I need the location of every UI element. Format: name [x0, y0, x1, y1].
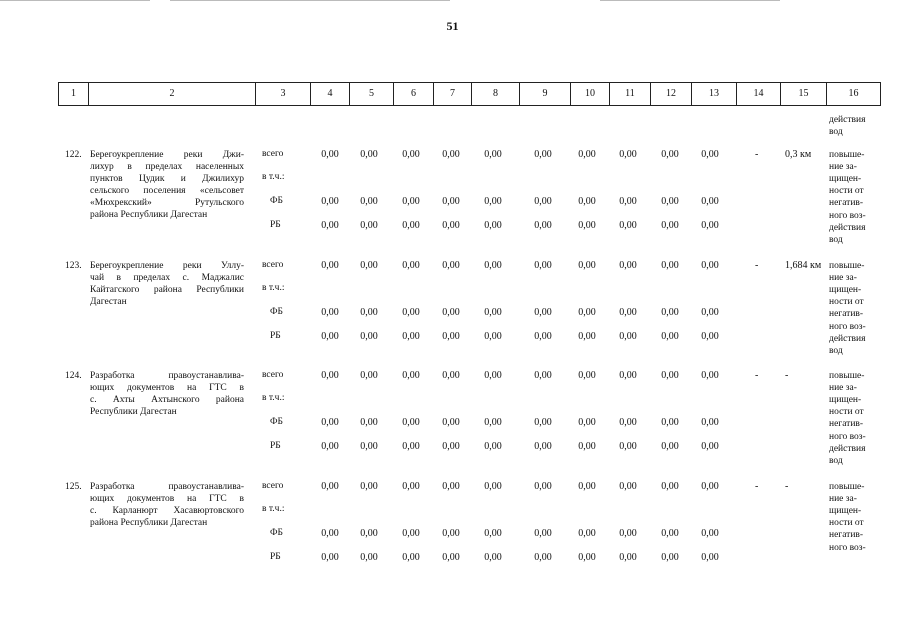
value-cell: 0,00: [578, 441, 596, 452]
value-cell: 0,00: [402, 441, 420, 452]
value-cell: 0,00: [442, 417, 460, 428]
scan-edge: [0, 0, 150, 1]
funding-label: РБ: [270, 331, 281, 341]
value-cell: 0,00: [661, 307, 679, 318]
value-cell: 0,00: [661, 441, 679, 452]
result-continuation-line: вод: [829, 127, 843, 137]
funding-label: в т.ч.:: [262, 283, 285, 293]
value-cell: 0,00: [701, 481, 719, 492]
funding-label: всего: [262, 260, 284, 270]
value-cell: 0,00: [661, 149, 679, 160]
value-cell: 0,00: [321, 528, 339, 539]
value-cell: 0,00: [619, 552, 637, 563]
value-cell: 0,00: [360, 260, 378, 271]
result-line: ного воз-: [829, 542, 866, 553]
value-cell: 0,00: [442, 528, 460, 539]
header-col-3: 3: [256, 83, 311, 105]
value-cell: 0,00: [578, 196, 596, 207]
result-line: щищен-: [829, 506, 862, 517]
value-cell: 0,00: [619, 307, 637, 318]
description-line: Кайтагского района Республики: [90, 285, 244, 295]
header-col-5: 5: [350, 83, 394, 105]
value-cell: 0,00: [534, 331, 552, 342]
value-cell: 0,00: [484, 331, 502, 342]
result-line: щищен-: [829, 174, 862, 185]
value-cell: 0,00: [619, 260, 637, 271]
value-cell: 0,00: [321, 331, 339, 342]
value-cell: 0,00: [701, 220, 719, 231]
value-cell: 0,00: [402, 260, 420, 271]
value-cell: 0,00: [484, 260, 502, 271]
value-cell: 0,00: [402, 370, 420, 381]
value-cell: 0,00: [321, 196, 339, 207]
value-cell: 0,00: [578, 481, 596, 492]
row-number: 123.: [65, 261, 82, 271]
value-cell: 0,00: [321, 260, 339, 271]
description-line: сельского поселения «сельсовет: [90, 186, 244, 196]
value-cell: 0,00: [534, 370, 552, 381]
result-line: действия: [829, 333, 866, 344]
value-cell: 0,00: [534, 149, 552, 160]
value-cell: 0,00: [619, 370, 637, 381]
value-cell: 0,00: [402, 417, 420, 428]
result-line: ние за-: [829, 383, 857, 394]
funding-label: РБ: [270, 220, 281, 230]
value-cell: 0,00: [701, 331, 719, 342]
description-line: Разработка правоустанавлива-: [90, 371, 244, 381]
result-line: негатив-: [829, 309, 864, 320]
value-cell: 0,00: [578, 260, 596, 271]
value-cell: 0,00: [534, 441, 552, 452]
result-line: ного воз-: [829, 321, 866, 332]
value-cell: 0,00: [402, 220, 420, 231]
value-cell: 0,00: [578, 307, 596, 318]
header-col-6: 6: [394, 83, 434, 105]
result-line: повыше-: [829, 482, 865, 492]
result-line: ного воз-: [829, 431, 866, 442]
value-cell: 0,00: [321, 149, 339, 160]
row-number: 125.: [65, 482, 82, 492]
header-col-7: 7: [434, 83, 472, 105]
value-cell: 0,00: [619, 441, 637, 452]
description-line: с. Карланюрт Хасавюртовского: [90, 506, 244, 516]
value-cell: 0,00: [534, 552, 552, 563]
value-cell: 0,00: [619, 417, 637, 428]
value-cell: 0,00: [484, 417, 502, 428]
description-line: Республики Дагестан: [90, 407, 177, 417]
row-number: 122.: [65, 150, 82, 160]
value-cell: 0,00: [442, 552, 460, 563]
value-cell: 0,00: [402, 552, 420, 563]
value-cell: 0,00: [578, 331, 596, 342]
row-description: [90, 481, 244, 529]
value-cell: 0,00: [701, 149, 719, 160]
value-cell: 0,00: [701, 196, 719, 207]
result-line: действия: [829, 222, 866, 233]
funding-label: ФБ: [270, 196, 283, 206]
value-cell: 0,00: [360, 481, 378, 492]
value-cell: 0,00: [360, 552, 378, 563]
value-cell: 0,00: [534, 417, 552, 428]
value-cell: 0,00: [442, 307, 460, 318]
value-cell: 0,00: [701, 528, 719, 539]
value-cell: 0,00: [534, 196, 552, 207]
result-line: ности от: [829, 407, 864, 418]
header-col-11: 11: [610, 83, 651, 105]
description-line: Дагестан: [90, 297, 127, 307]
result-line: негатив-: [829, 419, 864, 430]
value-cell: 0,00: [661, 528, 679, 539]
description-line: Берегоукрепление реки Джи-: [90, 150, 244, 160]
value-cell: 0,00: [619, 149, 637, 160]
header-col-15: 15: [781, 83, 827, 105]
funding-label: ФБ: [270, 307, 283, 317]
description-line: лихур в пределах населенных: [90, 162, 244, 172]
value-cell: 0,00: [402, 528, 420, 539]
row-description: [90, 370, 244, 418]
value-cell: 0,00: [534, 528, 552, 539]
funding-label: всего: [262, 370, 284, 380]
result-line: повыше-: [829, 371, 865, 381]
result-line: повыше-: [829, 150, 865, 160]
scan-edge: [170, 0, 450, 1]
description-line: района Республики Дагестан: [90, 518, 208, 528]
value-cell: 0,00: [701, 307, 719, 318]
page-number: 51: [446, 19, 459, 33]
value-cell: 0,00: [442, 260, 460, 271]
description-line: ющих документов на ГТС в: [90, 383, 244, 393]
value-cell: 0,00: [661, 481, 679, 492]
description-line: пунктов Цудик и Джилихур: [90, 174, 244, 184]
result-line: ности от: [829, 518, 864, 529]
funding-label: всего: [262, 481, 284, 491]
value-cell: 0,00: [619, 331, 637, 342]
value-cell: 0,00: [321, 220, 339, 231]
header-col-4: 4: [311, 83, 350, 105]
value-cell: 0,00: [360, 417, 378, 428]
funding-label: РБ: [270, 441, 281, 451]
result-line: ности от: [829, 186, 864, 197]
result-line: ности от: [829, 297, 864, 308]
value-cell: 0,00: [402, 149, 420, 160]
value-cell: 0,00: [484, 220, 502, 231]
value-cell: 0,00: [484, 528, 502, 539]
value-cell: 0,00: [360, 307, 378, 318]
value-cell: 0,00: [661, 552, 679, 563]
value-cell: 0,00: [701, 370, 719, 381]
col14-value: -: [755, 260, 759, 271]
value-cell: 0,00: [578, 552, 596, 563]
value-cell: 0,00: [442, 331, 460, 342]
value-cell: 0,00: [619, 481, 637, 492]
description-line: чай в пределах с. Маджалис: [90, 273, 244, 283]
description-line: с. Ахты Ахтынского района: [90, 395, 244, 405]
value-cell: 0,00: [661, 220, 679, 231]
value-cell: 0,00: [578, 417, 596, 428]
value-cell: 0,00: [661, 370, 679, 381]
col14-value: -: [755, 481, 759, 492]
value-cell: 0,00: [360, 528, 378, 539]
value-cell: 0,00: [619, 196, 637, 207]
header-col-2: 2: [89, 83, 256, 105]
value-cell: 0,00: [442, 481, 460, 492]
description-line: Берегоукрепление реки Уллу-: [90, 261, 244, 271]
value-cell: 0,00: [578, 149, 596, 160]
value-cell: 0,00: [484, 370, 502, 381]
value-cell: 0,00: [321, 307, 339, 318]
col14-value: -: [755, 149, 759, 160]
value-cell: 0,00: [321, 417, 339, 428]
header-col-9: 9: [520, 83, 571, 105]
value-cell: 0,00: [442, 220, 460, 231]
value-cell: 0,00: [701, 417, 719, 428]
description-line: Разработка правоустанавлива-: [90, 482, 244, 492]
result-line: ние за-: [829, 273, 857, 284]
value-cell: 0,00: [442, 370, 460, 381]
value-cell: 0,00: [402, 196, 420, 207]
value-cell: 0,00: [360, 220, 378, 231]
value-cell: 0,00: [360, 370, 378, 381]
value-cell: 0,00: [661, 331, 679, 342]
value-cell: 0,00: [321, 481, 339, 492]
value-cell: 0,00: [484, 441, 502, 452]
result-continuation-line: действия: [829, 115, 866, 125]
result-line: действия: [829, 443, 866, 454]
value-cell: 0,00: [661, 417, 679, 428]
funding-label: в т.ч.:: [262, 393, 285, 403]
row-description: [90, 149, 244, 221]
value-cell: 0,00: [534, 260, 552, 271]
value-cell: 0,00: [402, 481, 420, 492]
funding-label: в т.ч.:: [262, 504, 285, 514]
value-cell: 0,00: [321, 552, 339, 563]
value-cell: 0,00: [534, 220, 552, 231]
col14-value: -: [755, 370, 759, 381]
value-cell: 0,00: [701, 260, 719, 271]
value-cell: 0,00: [619, 528, 637, 539]
value-cell: 0,00: [402, 307, 420, 318]
value-cell: 0,00: [442, 441, 460, 452]
result-line: вод: [829, 234, 843, 245]
value-cell: 0,00: [701, 552, 719, 563]
description-line: «Мюхрекский» Рутульского: [90, 198, 244, 208]
value-cell: 0,00: [402, 331, 420, 342]
value-cell: 0,00: [321, 441, 339, 452]
value-cell: 0,00: [484, 552, 502, 563]
value-cell: 0,00: [484, 307, 502, 318]
result-line: вод: [829, 345, 843, 356]
value-cell: 0,00: [661, 260, 679, 271]
result-line: щищен-: [829, 285, 862, 296]
value-cell: 0,00: [661, 196, 679, 207]
table-header: [58, 82, 881, 106]
value-cell: 0,00: [484, 196, 502, 207]
value-cell: 0,00: [360, 331, 378, 342]
result-line: повыше-: [829, 261, 865, 271]
header-col-12: 12: [651, 83, 692, 105]
row-description: [90, 260, 244, 308]
col15-value: 1,684 км: [785, 260, 822, 271]
header-col-16: 16: [827, 83, 881, 105]
row-number: 124.: [65, 371, 82, 381]
scan-edge: [600, 0, 780, 1]
result-line: ние за-: [829, 162, 857, 173]
value-cell: 0,00: [578, 220, 596, 231]
value-cell: 0,00: [360, 441, 378, 452]
col15-value: -: [785, 370, 789, 381]
value-cell: 0,00: [360, 149, 378, 160]
header-col-14: 14: [737, 83, 781, 105]
result-line: ние за-: [829, 494, 857, 505]
value-cell: 0,00: [578, 528, 596, 539]
value-cell: 0,00: [534, 307, 552, 318]
funding-label: РБ: [270, 552, 281, 562]
result-line: вод: [829, 455, 843, 466]
header-col-13: 13: [692, 83, 737, 105]
funding-label: ФБ: [270, 417, 283, 427]
col15-value: 0,3 км: [785, 149, 812, 160]
funding-label: в т.ч.:: [262, 172, 285, 182]
funding-label: всего: [262, 149, 284, 159]
value-cell: 0,00: [360, 196, 378, 207]
description-line: района Республики Дагестан: [90, 210, 208, 220]
value-cell: 0,00: [484, 149, 502, 160]
value-cell: 0,00: [619, 220, 637, 231]
result-line: ного воз-: [829, 210, 866, 221]
value-cell: 0,00: [484, 481, 502, 492]
description-line: ющих документов на ГТС в: [90, 494, 244, 504]
value-cell: 0,00: [321, 370, 339, 381]
result-line: негатив-: [829, 530, 864, 541]
value-cell: 0,00: [701, 441, 719, 452]
value-cell: 0,00: [578, 370, 596, 381]
header-col-10: 10: [571, 83, 610, 105]
value-cell: 0,00: [534, 481, 552, 492]
funding-label: ФБ: [270, 528, 283, 538]
header-col-1: 1: [59, 83, 89, 105]
result-line: негатив-: [829, 198, 864, 209]
header-col-8: 8: [472, 83, 520, 105]
result-line: щищен-: [829, 395, 862, 406]
value-cell: 0,00: [442, 149, 460, 160]
col15-value: -: [785, 481, 789, 492]
value-cell: 0,00: [442, 196, 460, 207]
